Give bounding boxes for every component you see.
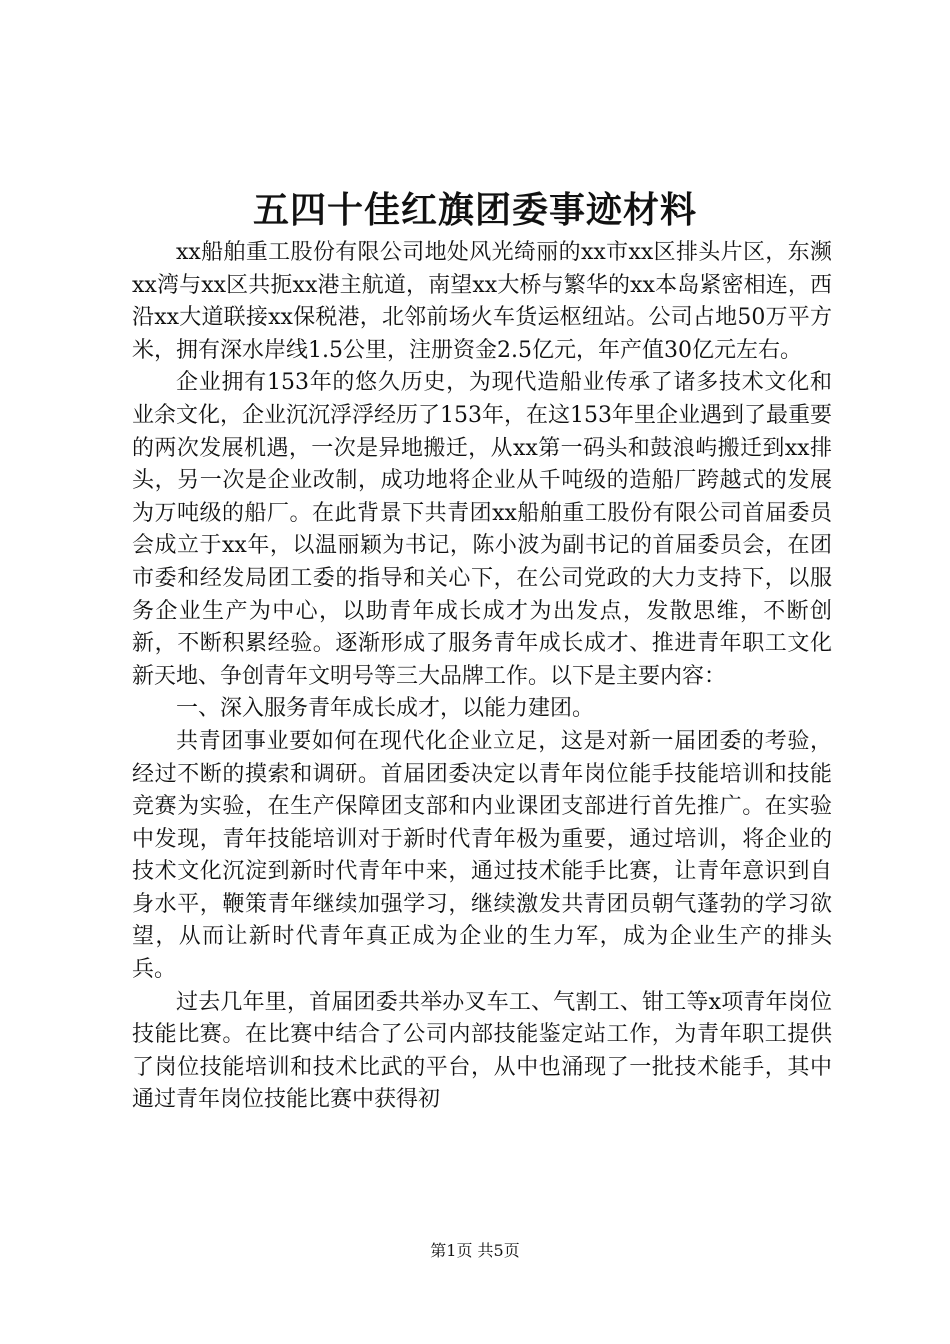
document-title: 五四十佳红旗团委事迹材料 [252,189,697,231]
paragraph: xx船舶重工股份有限公司地处风光绮丽的xx市xx区排头片区，东濒xx湾与xx区共扼xx港主航道，南望xx大桥与繁华的xx本岛紧密相连，西沿xx大道联接xx保税港，北邻前场火车货运枢纽站。公司占地50万平方米，拥有深水岸线1.5公里，注册资金2.5亿元，年产值30亿元左右。 [132,240,832,363]
document-body [132,237,832,1117]
paragraph: 过去几年里，首届团委共举办叉车工、气割工、钳工等x项青年岗位技能比赛。在比赛中结合了公司内部技能鉴定站工作，为青年职工提供了岗位技能培训和技术比武的平台，从中也涌现了一批技术能手，其中通过青年岗位技能比赛中获得初 [132,989,832,1113]
section-heading: 一、深入服务青年成长成才，以能力建团。 [176,696,595,722]
paragraph: 共青团事业要如何在现代化企业立足，这是对新一届团委的考验，经过不断的摸索和调研。首届团委决定以青年岗位能手技能培训和技能竞赛为实验，在生产保障团支部和内业课团支部进行首先推广。在实验中发现，青年技能培训对于新时代青年极为重要，通过培训，将企业的技术文化沉淀到新时代青年中来，通过技术能手比赛，让青年意识到自身水平，鞭策青年继续加强学习，继续激发共青团员朝气蓬勃的学习欲望，从而让新时代青年真正成为企业的生力军，成为企业生产的排头兵。 [132,728,832,983]
page-number-footer: 第1页 共5页 [430,1241,520,1260]
paragraph: 企业拥有153年的悠久历史，为现代造船业传承了诸多技术文化和业余文化，企业沉沉浮浮经历了153年，在这153年里企业遇到了最重要的两次发展机遇，一次是异地搬迁，从xx第一码头和鼓浪屿搬迁到xx排头，另一次是企业改制，成功地将企业从千吨级的造船厂跨越式的发展为万吨级的船厂。在此背景下共青团xx船舶重工股份有限公司首届委员会成立于xx年，以温丽颖为书记，陈小波为副书记的首届委员会，在团市委和经发局团工委的指导和关心下，在公司党政的大力支持下，以服务企业生产为中心，以助青年成长成才为出发点，发散思维，不断创新，不断积累经验。逐渐形成了服务青年成长成才、推进青年职工文化新天地、争创青年文明号等三大品牌工作。以下是主要内容： [132,370,832,689]
